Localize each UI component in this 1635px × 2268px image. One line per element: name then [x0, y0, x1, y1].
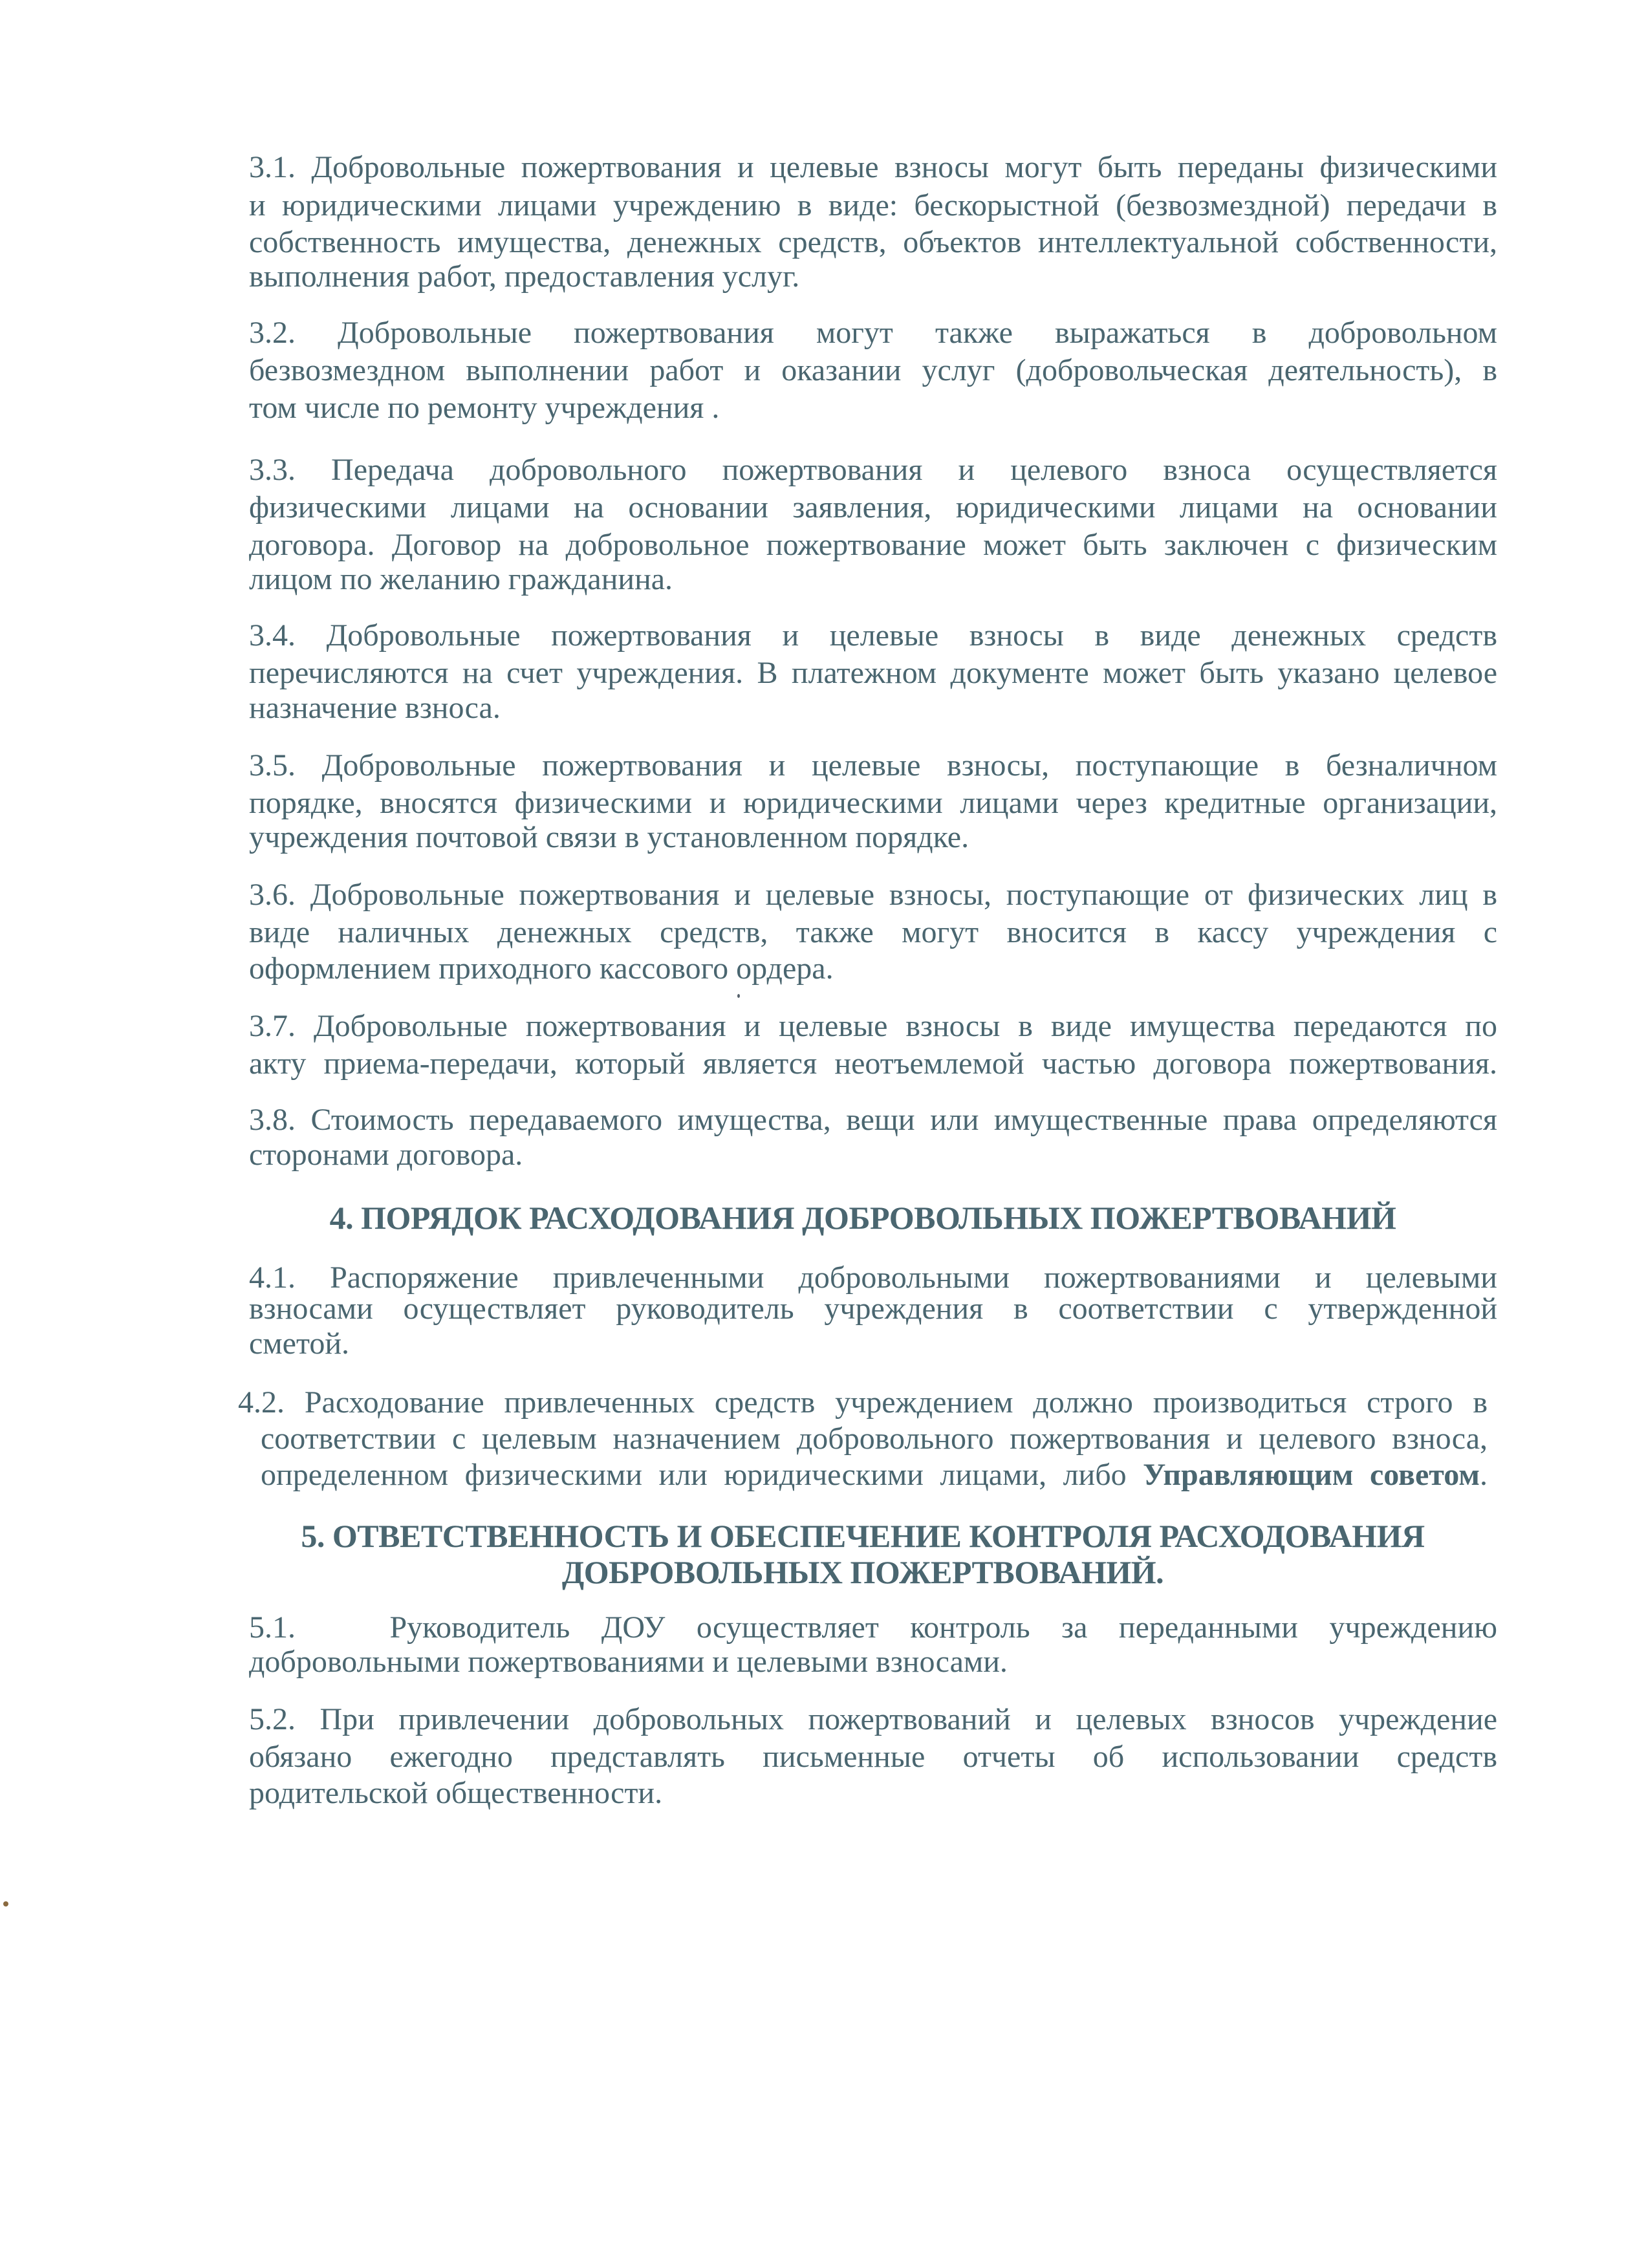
text-line: 5.1. Руководитель ДОУ осуществляет контроль за переданными учреждению — [249, 1610, 1497, 1645]
text-line: оформлением приходного кассового ордера. — [249, 951, 834, 986]
text-line: 3.2. Добровольные пожертвования могут также выражаться в добровольном — [249, 316, 1497, 350]
text-line — [261, 1456, 1488, 1493]
text-line: назначение взноса. — [249, 691, 501, 725]
text-line: 5.2. При привлечении добровольных пожертвований и целевых взносов учреждение — [249, 1702, 1497, 1736]
text-line: 3.3. Передача добровольного пожертвования и целевого взноса осуществляется — [249, 453, 1497, 487]
text-line: безвозмездном выполнении работ и оказании услуг (добровольческая деятельность), в — [249, 353, 1497, 387]
text-line: 4.1. Распоряжение привлеченными добровольными пожертвованиями и целевыми — [249, 1260, 1497, 1295]
text-line: сторонами договора. — [249, 1138, 523, 1172]
section-heading-5-line-1: 5. ОТВЕТСТВЕННОСТЬ И ОБЕСПЕЧЕНИЕ КОНТРОЛЯ РАСХОДОВАНИЯ — [301, 1518, 1425, 1554]
text-line: лицом по желанию гражданина. — [249, 562, 673, 596]
text-line: 3.4. Добровольные пожертвования и целевые взносы в виде денежных средств — [249, 618, 1497, 653]
text-line: соответствии с целевым назначением добровольного пожертвования и целевого взноса, — [261, 1421, 1488, 1456]
text-line: взносами осуществляет руководитель учреждения в соответствии с утвержденной — [249, 1291, 1497, 1326]
text-line: акту приема-передачи, который является неотъемлемой частью договора пожертвования. — [249, 1046, 1497, 1081]
text-line: физическими лицами на основании заявления, юридическими лицами на основании — [249, 490, 1497, 524]
text-line: собственность имущества, денежных средств, объектов интеллектуальной собственности, — [249, 225, 1497, 259]
text-line: порядке, вносятся физическими и юридическими лицами через кредитные организации, — [249, 786, 1497, 820]
text-line: договора. Договор на добровольное пожертвование может быть заключен с физическим — [249, 528, 1497, 562]
text-line: том числе по ремонту учреждения . — [249, 391, 720, 425]
text-line: 4.2. Расходование привлеченных средств учреждением должно производиться строго в — [238, 1385, 1488, 1420]
section-heading-5-line-2: ДОБРОВОЛЬНЫХ ПОЖЕРТВОВАНИЙ. — [561, 1554, 1164, 1590]
scan-speck — [3, 1901, 8, 1906]
text-line: и юридическими лицами учреждению в виде: бескорыстной (безвозмездной) передачи в — [249, 188, 1497, 222]
text-line: выполнения работ, предоставления услуг. — [249, 259, 800, 294]
text-line: 3.7. Добровольные пожертвования и целевые взносы в виде имущества передаются по — [249, 1009, 1497, 1043]
text-line: перечисляются на счет учреждения. В платежном документе может быть указано целевое — [249, 656, 1497, 690]
text-line: обязано ежегодно представлять письменные отчеты об использовании средств — [249, 1740, 1497, 1774]
scan-speck — [737, 994, 740, 998]
text-line: виде наличных денежных средств, также могут вносится в кассу учреждения с — [249, 915, 1497, 949]
text-line: 3.1. Добровольные пожертвования и целевые взносы могут быть переданы физическими — [249, 150, 1497, 184]
text-line: 3.6. Добровольные пожертвования и целевые взносы, поступающие от физических лиц в — [249, 878, 1497, 912]
text-fragment: определенном физическими или юридическими лицами, либо — [261, 1458, 1143, 1492]
text-line: сметой. — [249, 1326, 350, 1361]
bold-term-managing-council: Управляющим советом — [1143, 1458, 1480, 1492]
text-line: добровольными пожертвованиями и целевыми взносами. — [249, 1645, 1008, 1679]
text-line: 3.5. Добровольные пожертвования и целевые взносы, поступающие в безналичном — [249, 748, 1497, 783]
text-line: родительской общественности. — [249, 1776, 663, 1810]
section-heading-4: 4. ПОРЯДОК РАСХОДОВАНИЯ ДОБРОВОЛЬНЫХ ПОЖЕРТВОВАНИЙ — [329, 1200, 1396, 1236]
text-fragment: . — [1480, 1458, 1488, 1492]
text-line: учреждения почтовой связи в установленном порядке. — [249, 820, 969, 854]
text-line: 3.8. Стоимость передаваемого имущества, вещи или имущественные права определяются — [249, 1103, 1497, 1137]
